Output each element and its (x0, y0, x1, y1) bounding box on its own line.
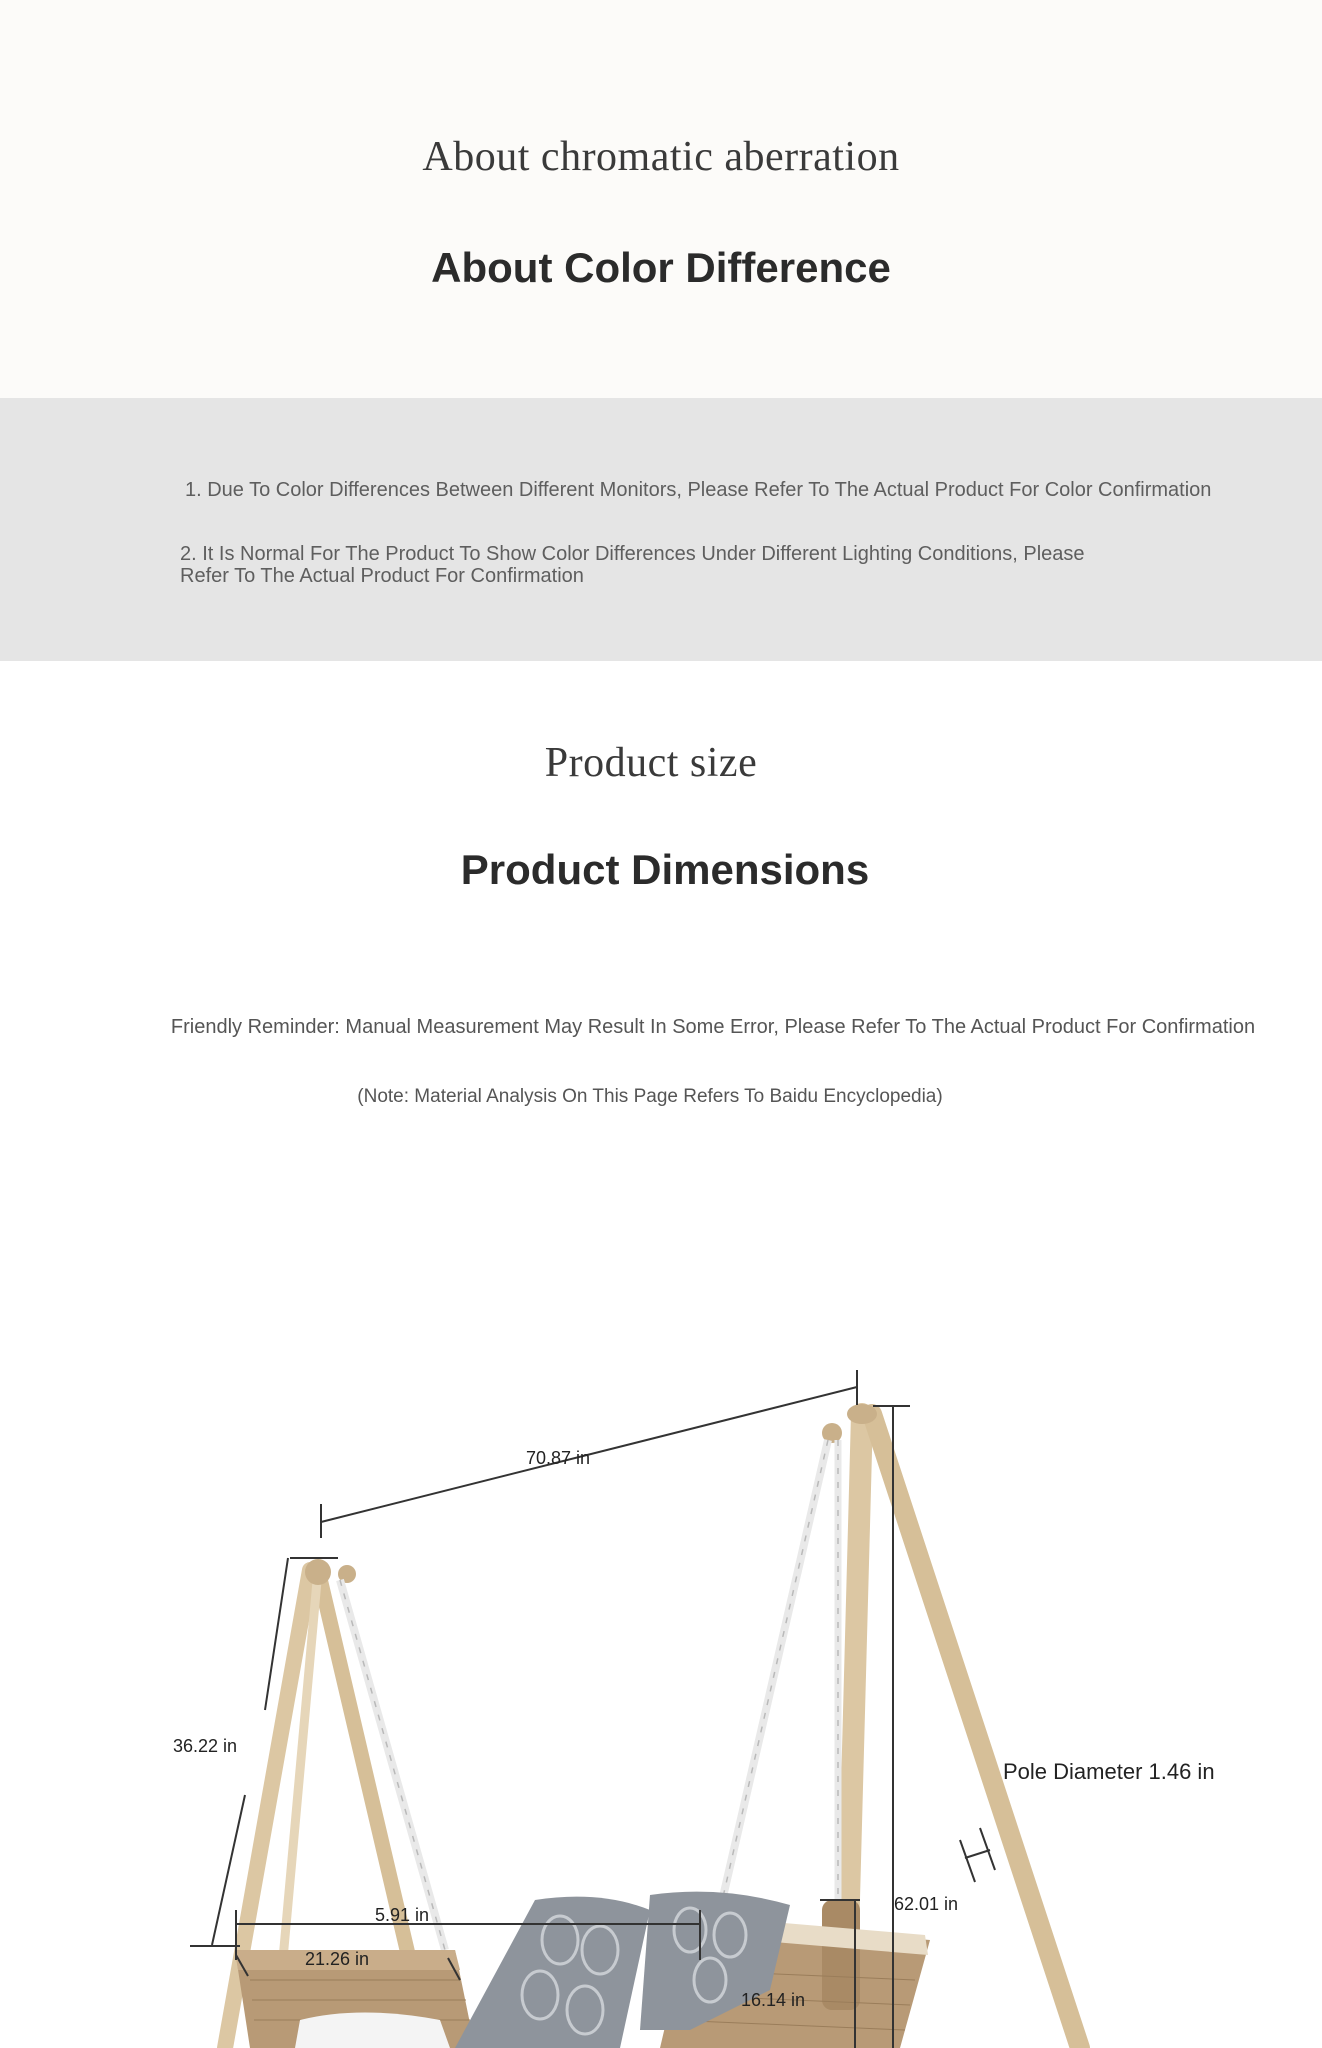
top-span-label: 70.87 in (525, 1448, 591, 1468)
chromatic-aberration-title: About chromatic aberration (422, 134, 900, 180)
material-note: (Note: Material Analysis On This Page Refers To Baidu Encyclopedia) (357, 1086, 943, 1107)
seat-depth-label: 21.26 in (304, 1949, 370, 1969)
pole-diameter-label: Pole Diameter 1.46 in (1003, 1759, 1215, 1784)
measurement-reminder: Friendly Reminder: Manual Measurement May Result In Some Error, Please Refer To The Actual Product For Confirmation (170, 1016, 1256, 1038)
color-notes-band (0, 398, 1322, 661)
seat-height-label: 16.14 in (740, 1990, 806, 2010)
seat-width-label: 5.91 in (374, 1905, 430, 1925)
product-size-title: Product size (544, 740, 758, 786)
color-note-2-line-1: 2. It Is Normal For The Product To Show Color Differences Under Different Lighting Conditions, Please (180, 543, 1085, 565)
color-difference-title: About Color Difference (431, 244, 891, 291)
total-height-label: 62.01 in (894, 1894, 959, 1914)
color-note-1: 1. Due To Color Differences Between Different Monitors, Please Refer To The Actual Product For Color Confirmation (185, 479, 1212, 501)
swing-dimension-diagram (0, 1330, 1322, 2048)
left-height-label: 36.22 in (172, 1736, 238, 1756)
swing-ropes (340, 1440, 838, 1950)
color-note-2-line-2: Refer To The Actual Product For Confirmation (180, 565, 584, 587)
product-dimensions-title: Product Dimensions (460, 846, 870, 893)
color-difference-header-section (0, 0, 1322, 398)
